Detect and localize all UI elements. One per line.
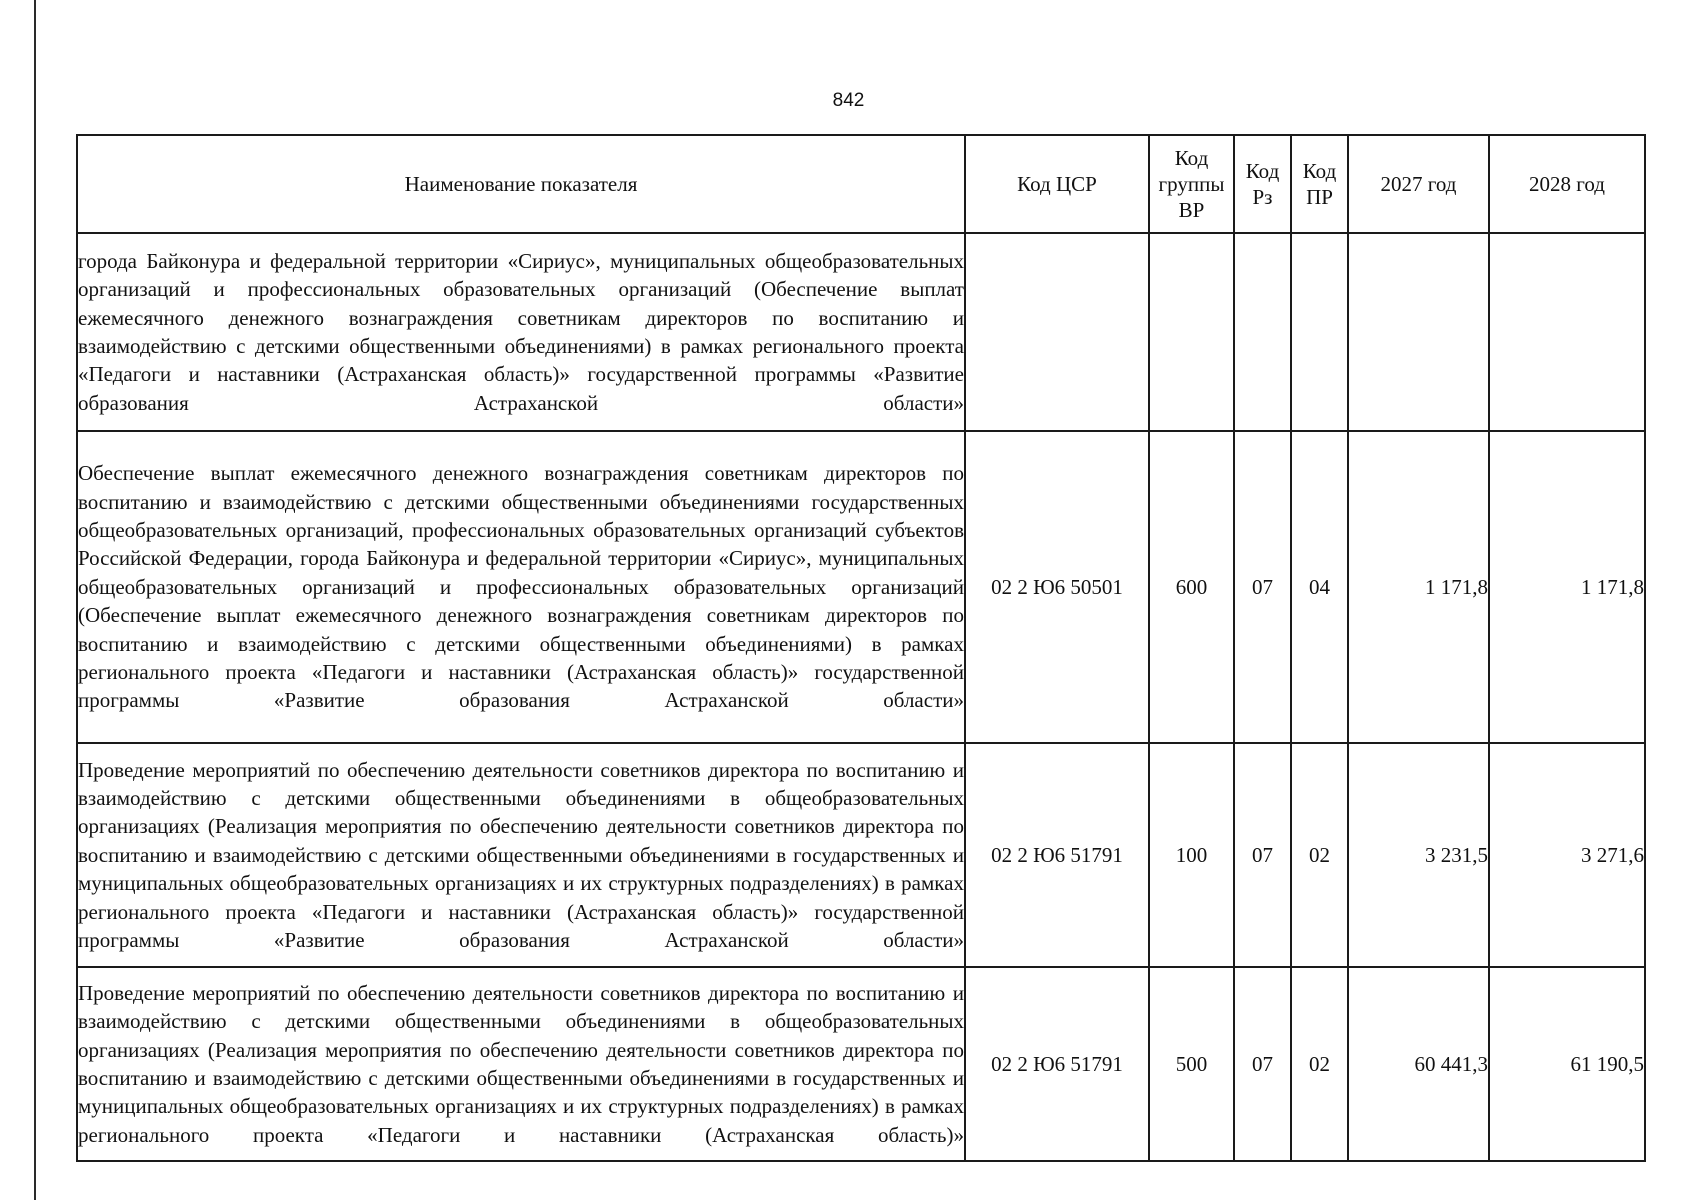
row-vr: 100 [1149,743,1234,967]
row-2028: 1 171,8 [1489,431,1645,743]
row-csr: 02 2 Ю6 51791 [965,743,1149,967]
row-rz: 07 [1234,743,1291,967]
row-rz: 07 [1234,967,1291,1161]
row-pr: 02 [1291,743,1348,967]
table-row [77,743,1645,967]
header-name: Наименование показателя [77,135,965,233]
table-row [77,233,1645,431]
row-2028: 3 271,6 [1489,743,1645,967]
row-csr [965,233,1149,431]
row-rz: 07 [1234,431,1291,743]
row-2027: 60 441,3 [1348,967,1489,1161]
row-pr: 04 [1291,431,1348,743]
row-name: Проведение мероприятий по обеспечению деятельности советников директора по воспитанию и взаимодействию с детскими общественными объединениями в общеобразовательных организациях (Реализация мероприятия по обеспечению деятельности советников директора по воспитанию и взаимодействию с детскими общественными объединениями в государственных и муниципальных общеобразовательных организациях и их структурных подразделениях) в рамках регионального проекта «Педагоги и наставники (Астраханская область)» [77,967,965,1161]
row-vr: 600 [1149,431,1234,743]
header-vr: Код группы ВР [1149,135,1234,233]
page-number: 842 [832,90,865,111]
row-rz [1234,233,1291,431]
page-margin-line [34,0,36,1200]
row-name: Обеспечение выплат ежемесячного денежного вознаграждения советникам директоров по воспитанию и взаимодействию с детскими общественными объединениями государственных общеобразовательных организаций, профессиональных образовательных организаций субъектов Российской Федерации, города Байконура и федеральной территории «Сириус», муниципальных общеобразовательных организаций и профессиональных образовательных организаций (Обеспечение выплат ежемесячного денежного вознаграждения советникам директоров по воспитанию и взаимодействию с детскими общественными объединениями) в рамках регионального проекта «Педагоги и наставники (Астраханская область)» государственной программы «Развитие образования Астраханской области» [77,431,965,743]
table-row [77,967,1645,1161]
header-2027: 2027 год [1348,135,1489,233]
header-2028: 2028 год [1489,135,1645,233]
budget-table [76,134,1646,1162]
row-name: города Байконура и федеральной территории «Сириус», муниципальных общеобразовательных организаций и профессиональных образовательных организаций (Обеспечение выплат ежемесячного денежного вознаграждения советникам директоров по воспитанию и взаимодействию с детскими общественными объединениями) в рамках регионального проекта «Педагоги и наставники (Астраханская область)» государственной программы «Развитие образования Астраханской области» [77,233,965,431]
header-csr: Код ЦСР [965,135,1149,233]
row-pr [1291,233,1348,431]
row-2027: 3 231,5 [1348,743,1489,967]
row-2027: 1 171,8 [1348,431,1489,743]
row-pr: 02 [1291,967,1348,1161]
row-name: Проведение мероприятий по обеспечению деятельности советников директора по воспитанию и взаимодействию с детскими общественными объединениями в общеобразовательных организациях (Реализация мероприятия по обеспечению деятельности советников директора по воспитанию и взаимодействию с детскими общественными объединениями в государственных и муниципальных общеобразовательных организациях и их структурных подразделениях) в рамках регионального проекта «Педагоги и наставники (Астраханская область)» государственной программы «Развитие образования Астраханской области» [77,743,965,967]
row-vr: 500 [1149,967,1234,1161]
header-rz: Код Рз [1234,135,1291,233]
row-2027 [1348,233,1489,431]
table-row [77,431,1645,743]
row-2028 [1489,233,1645,431]
row-csr: 02 2 Ю6 51791 [965,967,1149,1161]
row-csr: 02 2 Ю6 50501 [965,431,1149,743]
table-header-row [77,135,1645,233]
header-pr: Код ПР [1291,135,1348,233]
row-vr [1149,233,1234,431]
row-2028: 61 190,5 [1489,967,1645,1161]
